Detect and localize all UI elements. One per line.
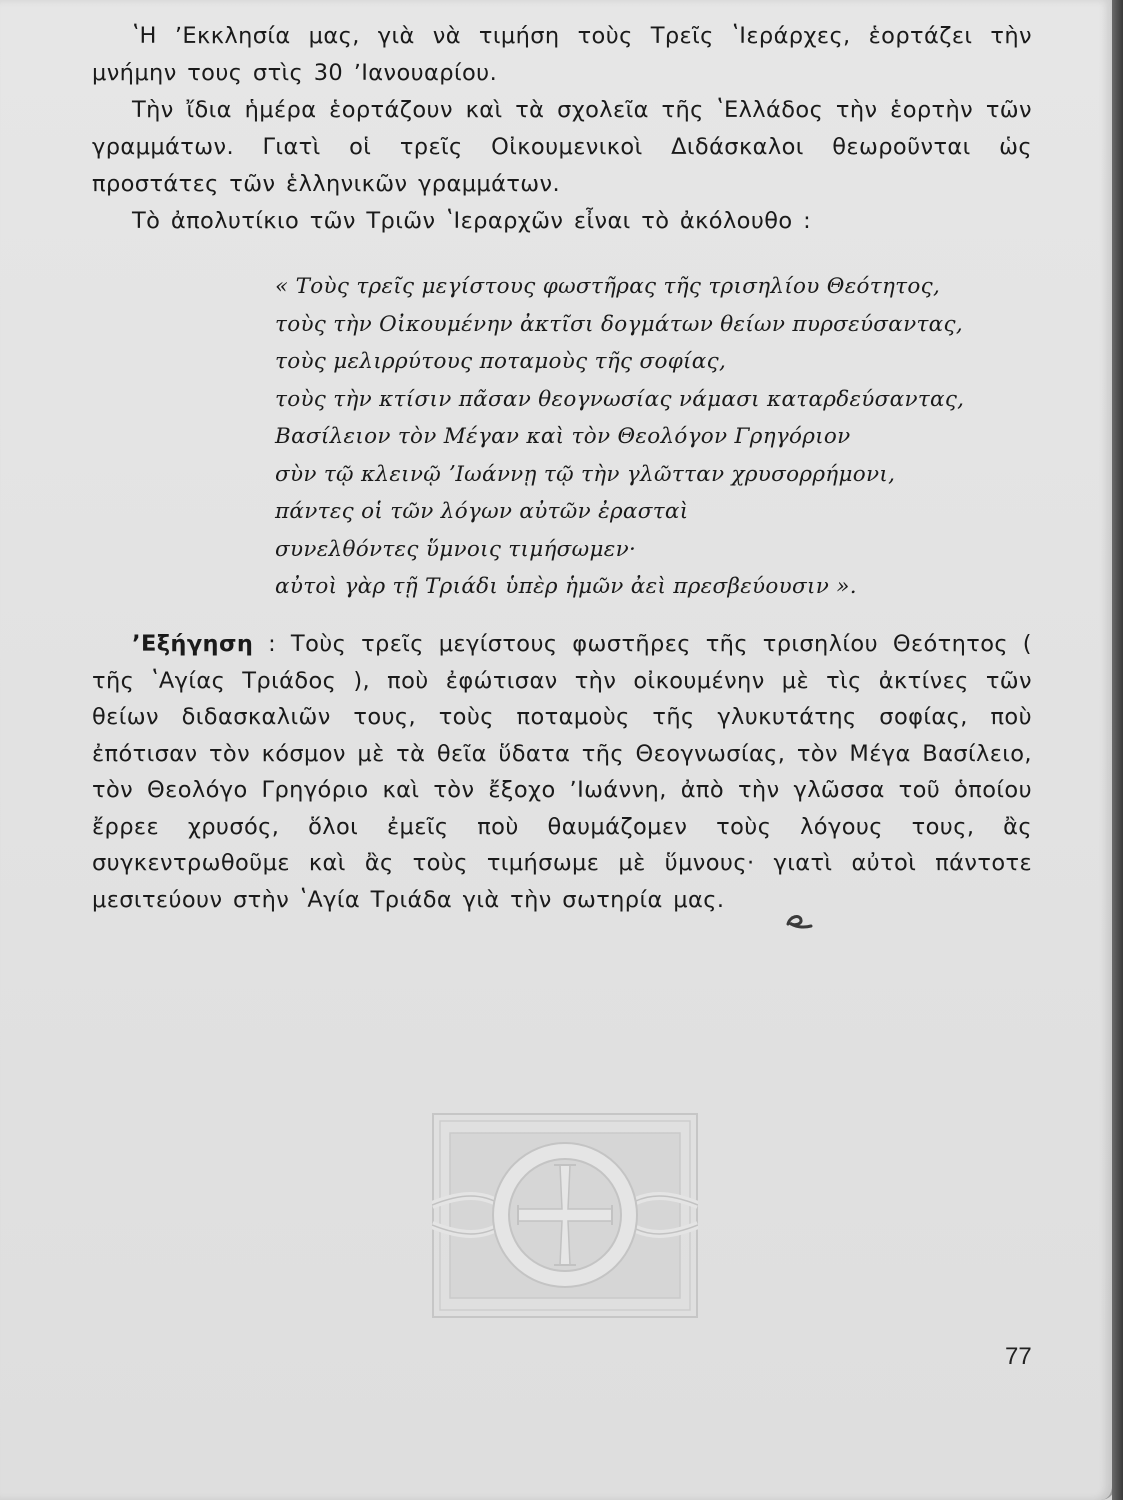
intro-paragraph-2: Τὴν ἴδια ἡμέρα ἑορτάζουν καὶ τὰ σχολεῖα τῆς ʽΕλλάδος τὴν ἑορτὴν τῶν γραμμάτων. Γιατὶ οἱ τρεῖς Οἰκουμενικοὶ Διδάσκαλοι θεωροῦνται ὡς προστάτες τῶν ἑλληνικῶν γραμμάτων.	[92, 97, 1032, 197]
page-number: 77	[1005, 1343, 1032, 1370]
apolytikion-hymn	[275, 268, 1035, 606]
hymn-line-3: τοὺς μελιρρύτους ποταμοὺς τῆς σοφίας,	[275, 349, 727, 374]
hymn-line-2: τοὺς τὴν Οἰκουμένην ἀκτῖσι δογμάτων θείων πυρσεύσαντας,	[275, 311, 963, 337]
hymn-line-7: πάντες οἱ τῶν λόγων αὐτῶν ἐρασταὶ	[275, 499, 689, 524]
intro-text	[92, 18, 1032, 240]
explanation-label: ʼΕξήγηση	[132, 631, 254, 657]
explanation-paragraph	[92, 626, 1032, 918]
intro-paragraph-3: Τὸ ἀπολυτίκιο τῶν Τριῶν ʽΙεραρχῶν εἶναι τὸ ἀκόλουθο :	[132, 208, 812, 234]
hymn-line-1: « Τοὺς τρεῖς μεγίστους φωστῆρας τῆς τρισηλίου Θεότητος,	[275, 274, 941, 299]
hymn-line-8: συνελθόντες ὕμνοις τιμήσωμεν·	[275, 536, 637, 562]
intro-paragraph-1: ʽΗ ʼΕκκλησία μας, γιὰ νὰ τιμήση τοὺς Τρεῖς ʽΙεράρχες, ἑορτάζει τὴν μνήμην τους στὶς 30 ʼΙανουαρίου.	[92, 23, 1032, 86]
hymn-line-9: αὐτοὶ γὰρ τῇ Τριάδι ὑπὲρ ἡμῶν ἀεὶ πρεσβεύουσιν ».	[275, 574, 857, 599]
hymn-line-6: σὺν τῷ κλεινῷ ʼΙωάννῃ τῷ τὴν γλῶτταν χρυσορρήμονι,	[275, 461, 896, 487]
ink-mark-icon	[784, 910, 814, 932]
page-edge	[1112, 0, 1123, 1500]
explanation-text: : Τοὺς τρεῖς μεγίστους φωστῆρες τῆς τρισηλίου Θεότητος ( τῆς ʽΑγίας Τριάδος ), ποὺ ἐφώτισαν τὴν οἰκουμένην μὲ τὶς ἀκτίνες τῶν θείων διδασκαλιῶν τους, τοὺς ποταμοὺς τῆς γλυκυτάτης σοφίας, ποὺ ἐπότισαν τὸν κόσμον μὲ τὰ θεῖα ὕδατα τῆς Θεογνωσίας, τὸν Μέγα Βασίλειο, τὸν Θεολόγο Γρηγόριο καὶ τὸν ἔξοχο ʼΙωάννη, ἀπὸ τὴν γλῶσσα τοῦ ὁποίου ἔρρεε χρυσός, ὅλοι ἐμεῖς ποὺ θαυμάζομεν τοὺς λόγους τους, ἂς συγκεντρωθοῦμε καὶ ἂς τοὺς τιμήσωμε μὲ ὕμνους· γιατὶ αὐτοὶ πάντοτε μεσιτεύουν στὴν ʽΑγία Τριάδα γιὰ τὴν σωτηρία μας.	[92, 631, 1032, 913]
hymn-line-5: Βασίλειον τὸν Μέγαν καὶ τὸν Θεολόγον Γρηγόριον	[275, 424, 851, 449]
hymn-line-4: τοὺς τὴν κτίσιν πᾶσαν θεογνωσίας νάμασι καταρδεύσαντας,	[275, 386, 965, 412]
cross-ornament-icon	[432, 1113, 698, 1318]
